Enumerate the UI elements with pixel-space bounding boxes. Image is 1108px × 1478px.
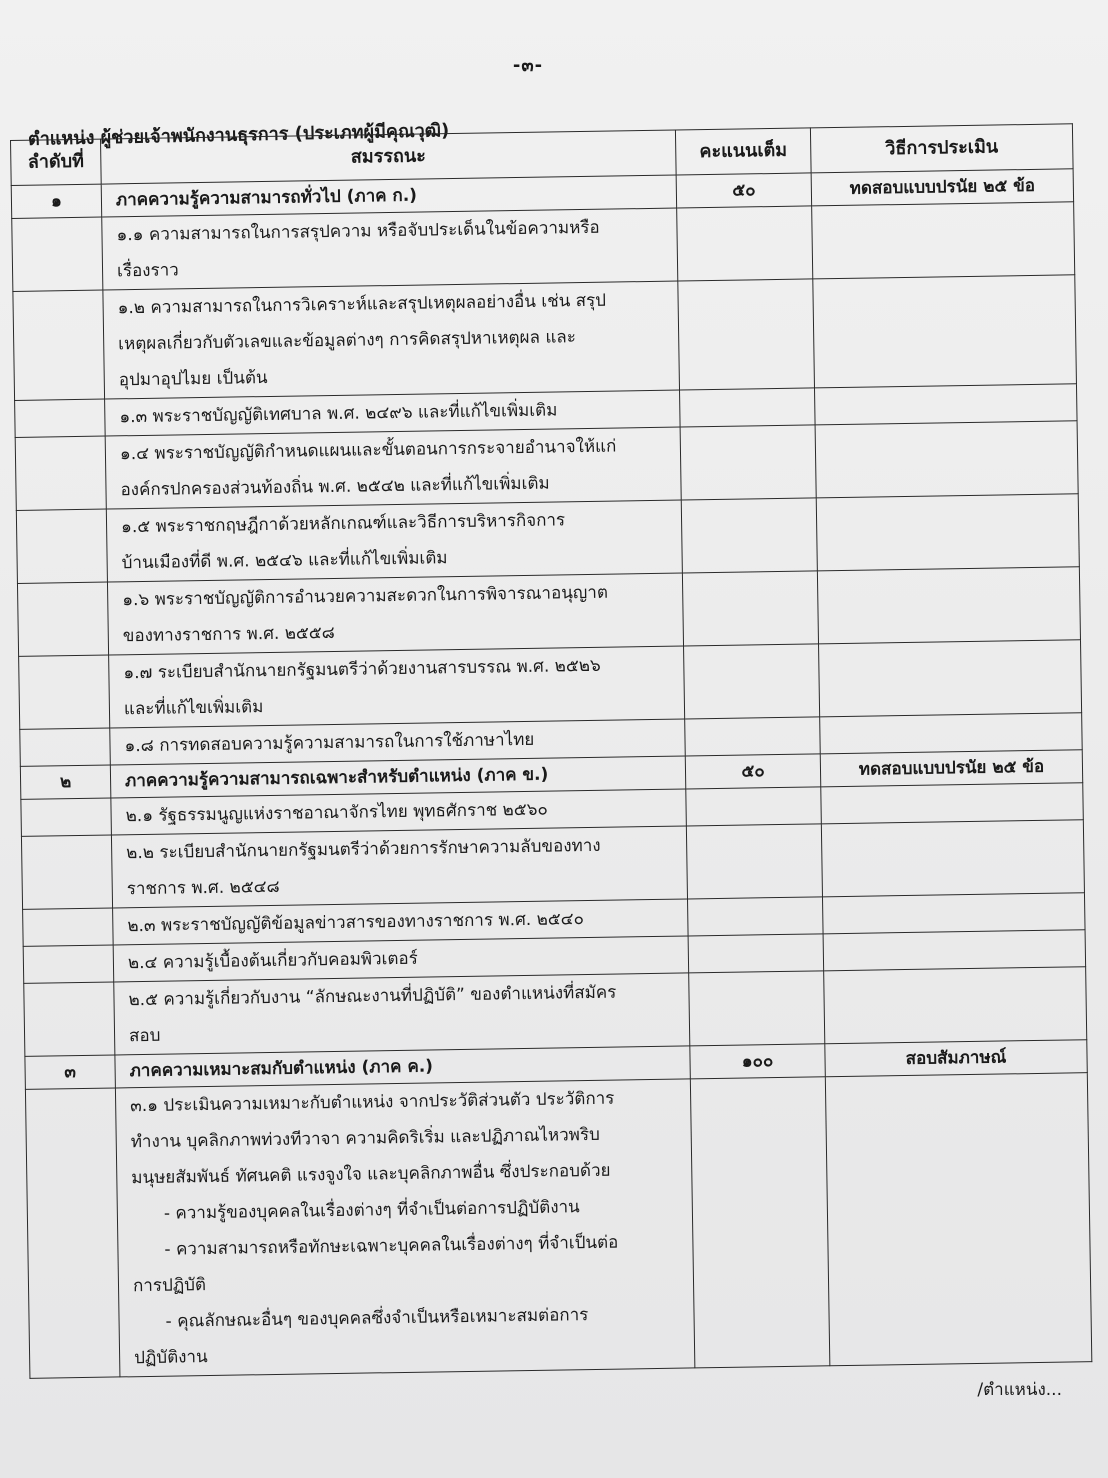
intro-line: ทำงาน บุคลิกภาพท่วงทีวาจา ความคิดริเริ่ม และปฏิภาณไหวพริบ [130, 1124, 601, 1153]
item-score-cell [681, 498, 817, 573]
item-number-cell [19, 655, 110, 729]
item-line: ๑.๑ ความสามารถในการสรุปความ หรือจับประเด็นในข้อความหรือ [116, 217, 600, 246]
item-line: อุปมาอุปไมย เป็นต้น [118, 367, 268, 391]
item-score-cell [689, 971, 825, 1046]
section-title: ภาคความรู้ความสามารถทั่วไป (ภาค ก.) [101, 175, 676, 217]
section-title: ภาคความรู้ความสามารถเฉพาะสำหรับตำแหน่ง (ภาค ข.) [110, 756, 685, 798]
item-method-cell [816, 494, 1079, 571]
bullet-line: ปฏิบัติงาน [133, 1347, 208, 1369]
item-method-cell [812, 202, 1075, 279]
item-score-cell [688, 934, 824, 973]
item-score-cell [686, 787, 822, 826]
item-text [103, 281, 680, 399]
section-title: ภาคความเหมาะสมกับตำแหน่ง (ภาค ค.) [115, 1046, 690, 1088]
item-line: ๒.๒ ระเบียบสำนักนายกรัฐมนตรีว่าด้วยการรักษาความลับของทาง [126, 835, 601, 864]
item-method-cell [813, 275, 1077, 388]
item-number-cell [23, 908, 114, 946]
intro-line: มนุษยสัมพันธ์ ทัศนคติ แรงจูงใจ และบุคลิกภาพอื่น ซึ่งประกอบด้วย [131, 1160, 611, 1189]
item-line: ๑.๒ ความสามารถในการวิเคราะห์และสรุปเหตุผลอย่างอื่น เช่น สรุป [117, 290, 607, 319]
item-line: ๑.๗ ระเบียบสำนักนายกรัฐมนตรีว่าด้วยงานสารบรรณ พ.ศ. ๒๕๒๖ [123, 655, 601, 684]
item-line: ๑.๓ พระราชบัญญัติเทศบาล พ.ศ. ๒๔๙๖ และที่แก้ไขเพิ่มเติม [119, 400, 558, 428]
continuation-note: /ตำแหน่ง... [977, 1380, 1062, 1400]
item-number-cell [20, 728, 111, 766]
item-method-cell [819, 640, 1082, 717]
item-line: ๒.๑ รัฐธรรมนูญแห่งราชอาณาจักรไทย พุทธศักราช ๒๕๖๐ [125, 799, 549, 827]
item-line: ๑.๘ การทดสอบความรู้ความสามารถในการใช้ภาษาไทย [124, 729, 535, 757]
item-number-cell [16, 509, 107, 583]
item-text [102, 208, 678, 290]
item-line: ราชการ พ.ศ. ๒๕๔๘ [126, 876, 280, 900]
item-method-cell [815, 421, 1078, 498]
item-score-cell [680, 425, 816, 500]
section-score: ๑๐๐ [690, 1044, 826, 1079]
item-text [109, 646, 685, 728]
item-method-cell [821, 783, 1084, 824]
item-line: ๑.๕ พระราชกฤษฎีกาด้วยหลักเกณฑ์และวิธีการบริหารกิจการ [120, 510, 566, 538]
item-number-cell [17, 582, 108, 656]
item-score-cell [686, 824, 822, 899]
header-order: ลำดับที่ [11, 139, 102, 185]
item-method-cell [822, 893, 1085, 934]
item-score-cell [677, 206, 813, 281]
document-title: ตำแหน่ง ผู้ช่วยเจ้าพนักงานธุรการ (ประเภทผู้มีคุณวุฒิ) [27, 120, 450, 150]
bullet-line: - คุณลักษณะอื่นๆ ของบุคคลซึ่งจำเป็นหรือเหมาะสมต่อการ [165, 1305, 589, 1332]
item-text [107, 573, 683, 655]
item-number-cell [24, 982, 115, 1056]
item-score-cell [688, 897, 824, 936]
item-method-cell [820, 713, 1083, 754]
section-score: ๕๐ [685, 754, 821, 789]
competency-table [10, 123, 1092, 1379]
table-body [11, 169, 1092, 1379]
item-score-cell [685, 717, 821, 756]
item-row [13, 275, 1077, 401]
header-method: วิธีการประเมิน [810, 124, 1073, 173]
item-text [105, 427, 681, 509]
section-number: ๒ [20, 765, 111, 799]
item-method-cell [817, 567, 1080, 644]
item-line: ๑.๔ พระราชบัญญัติกำหนดแผนและขั้นตอนการกระจายอำนาจให้แก่ [119, 436, 617, 465]
item-number-cell [15, 436, 106, 510]
section-number: ๑ [11, 184, 102, 218]
item-score-cell [684, 644, 820, 719]
item-number-cell [21, 798, 112, 836]
competency-table-container [10, 123, 1091, 1379]
item-score-cell [690, 1077, 830, 1368]
item-line: และที่แก้ไขเพิ่มเติม [123, 697, 264, 720]
item-line: ๒.๓ พระราชบัญญัติข้อมูลข่าวสารของทางราชการ พ.ศ. ๒๕๔๐ [127, 909, 585, 937]
item-method-cell [823, 930, 1086, 971]
item-line: องค์กรปกครองส่วนท้องถิ่น พ.ศ. ๒๕๔๒ และที่แก้ไขเพิ่มเติม [120, 473, 550, 501]
item-row [25, 1073, 1091, 1379]
item-number-cell [21, 835, 112, 909]
item-score-cell [680, 388, 816, 427]
bullet-line: - ความรู้ของบุคคลในเรื่องต่างๆ ที่จำเป็นต่อการปฏิบัติงาน [163, 1197, 580, 1224]
item-line: สอบ [128, 1025, 161, 1047]
item-line: ๒.๕ ความรู้เกี่ยวกับงาน “ลักษณะงานที่ปฏิบัติ” ของตำแหน่งที่สมัคร [128, 982, 617, 1011]
item-number-cell [13, 290, 105, 400]
section-method: ทดสอบแบบปรนัย ๒๕ ข้อ [811, 169, 1073, 206]
item-score-cell [678, 279, 815, 390]
bullet-line: การปฏิบัติ [132, 1275, 207, 1297]
item-method-cell [825, 1073, 1092, 1366]
item-text [111, 826, 687, 908]
item-line: บ้านเมืองที่ดี พ.ศ. ๒๕๔๖ และที่แก้ไขเพิ่มเติม [121, 548, 448, 574]
item-number-cell [23, 945, 114, 983]
item-line: เหตุผลเกี่ยวกับตัวเลขและข้อมูลต่างๆ การคิดสรุปหาเหตุผล และ [118, 327, 577, 355]
section-number: ๓ [25, 1055, 116, 1089]
intro-line: ๓.๑ ประเมินความเหมาะกับตำแหน่ง จากประวัติส่วนตัว ประวัติการ [130, 1088, 615, 1117]
item-text [114, 973, 690, 1055]
header-full-score: คะแนนเต็ม [675, 128, 811, 175]
item-line: ๑.๖ พระราชบัญญัติการอำนวยความสะดวกในการพิจารณาอนุญาต [122, 582, 609, 611]
item-text [115, 1079, 694, 1377]
section-method: ทดสอบแบบปรนัย ๒๕ ข้อ [820, 750, 1082, 787]
item-method-cell [814, 384, 1077, 425]
item-method-cell [821, 820, 1084, 897]
item-score-cell [682, 571, 818, 646]
page-number: -๓- [512, 55, 544, 76]
item-method-cell [824, 967, 1087, 1044]
item-line: เรื่องราว [116, 260, 179, 282]
item-text [106, 500, 682, 582]
bullet-line: - ความสามารถหรือทักษะเฉพาะบุคคลในเรื่องต่างๆ ที่จำเป็นต่อ [164, 1232, 619, 1260]
section-method: สอบสัมภาษณ์ [825, 1040, 1087, 1077]
header-competency: สมรรถนะ [100, 130, 676, 184]
item-number-cell [25, 1088, 120, 1378]
item-number-cell [15, 399, 106, 437]
item-line: ๒.๔ ความรู้เบื้องต้นเกี่ยวกับคอมพิวเตอร์ [127, 948, 418, 974]
item-number-cell [12, 217, 103, 291]
item-line: ของทางราชการ พ.ศ. ๒๕๕๘ [122, 622, 335, 647]
section-score: ๕๐ [676, 173, 812, 208]
